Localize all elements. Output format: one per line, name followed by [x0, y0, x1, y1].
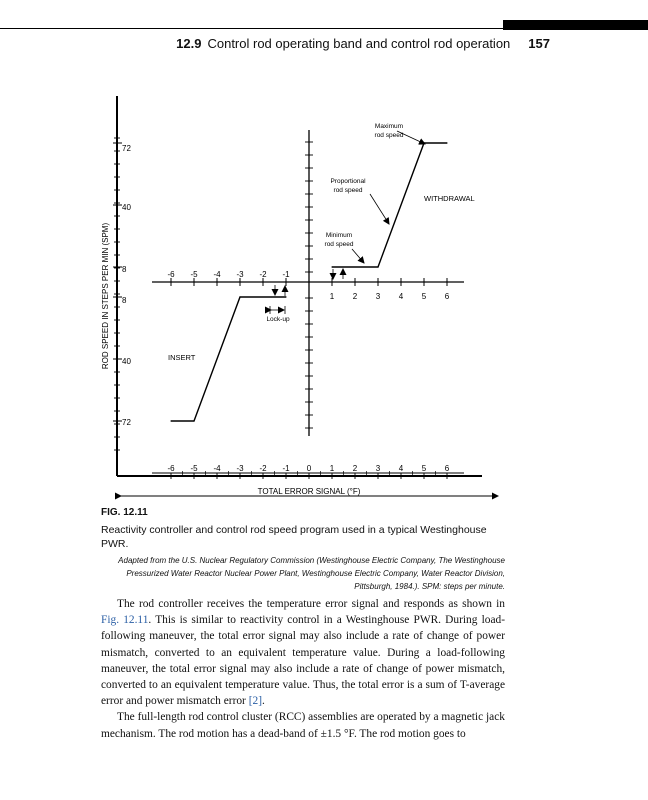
rod-speed-program-figure: [0, 80, 648, 510]
y-tick-labels: [122, 144, 131, 427]
x-tick-label: 3: [375, 464, 381, 473]
y-tick-label: 8: [122, 265, 127, 274]
lockup-label: Lock-up: [266, 316, 290, 323]
x-tick-label: 6: [444, 464, 450, 473]
lockup-bracket: [270, 306, 285, 314]
figure-label: FIG. 12.11: [101, 507, 148, 518]
maximum-speed-label-line2: rod speed: [374, 132, 404, 139]
x-tick-label: -5: [190, 270, 198, 279]
y-axis-title: ROD SPEED IN STEPS PER MIN (SPM): [101, 222, 110, 370]
inner-x-tick-labels-negative: [167, 270, 290, 279]
inner-x-tick-labels-positive: [330, 292, 450, 301]
insert-region-label: INSERT: [168, 353, 196, 362]
x-tick-label: 2: [352, 464, 358, 473]
figure-caption: [101, 507, 505, 593]
figure-source-note: [101, 554, 505, 593]
x-tick-label: 5: [421, 292, 427, 301]
x-tick-label: 1: [329, 292, 335, 301]
minimum-speed-label-line2: rod speed: [324, 241, 354, 248]
withdrawal-series-line: [332, 143, 447, 267]
proportional-speed-label-line2: rod speed: [333, 187, 363, 194]
page-number: 157: [528, 36, 550, 51]
header-thick-bar: [503, 20, 648, 30]
x-tick-label: 2: [352, 292, 358, 301]
withdrawal-region-label: WITHDRAWAL: [424, 194, 475, 203]
x-tick-label: -1: [282, 464, 290, 473]
bottom-x-tick-labels: [167, 464, 449, 473]
x-tick-label: -3: [236, 270, 244, 279]
series-point: [446, 142, 447, 143]
series-point: [285, 296, 286, 297]
minimum-speed-label-line1: Minimum: [325, 232, 353, 239]
x-tick-label: 0: [306, 464, 312, 473]
x-tick-label: -2: [259, 270, 267, 279]
section-title: Control rod operating band and control rod operation: [207, 36, 511, 51]
x-tick-label: -3: [236, 464, 244, 473]
x-tick-label: -6: [167, 464, 175, 473]
body-text: [101, 596, 505, 742]
x-tick-label: -2: [259, 464, 267, 473]
proportional-speed-arrow: [370, 194, 389, 224]
series-point: [331, 266, 332, 267]
x-tick-label: 3: [375, 292, 381, 301]
paragraph: The rod controller receives the temperature error signal and responds as shown in Fig. 12.11. This is similar to reactivity control in a Westinghouse PWR. During load-following maneuver, the total error signal may also include a rate of change of power mismatch, converted to an equivalent temperature value. During a load-following maneuver, the total error signal may also include a rate of change of power mismatch, converted to an equivalent temperature value. Thus, the total error is a sum of T-average error and power mismatch error [2].: [101, 598, 505, 708]
source-line: Pittsburgh, 1984.). SPM: steps per minute.: [354, 582, 505, 591]
paragraph: The full-length rod control cluster (RCC) assemblies are operated by a magnetic jack mechanism. The rod motion has a dead-band of ±1.5 °F. The rod motion goes to: [101, 711, 505, 740]
source-line: Adapted from the U.S. Nuclear Regulatory Commission (Westinghouse Electric Company, The Westinghouse: [118, 556, 505, 565]
series-point: [193, 420, 194, 421]
running-header: [150, 36, 550, 51]
y-tick-label: 40: [122, 357, 131, 366]
x-tick-label: -1: [282, 270, 290, 279]
x-tick-label: 6: [444, 292, 450, 301]
x-tick-label: -6: [167, 270, 175, 279]
header-thin-rule: [0, 28, 503, 29]
maximum-speed-label-line1: Maximum: [374, 123, 404, 130]
page-top-rule: [0, 0, 648, 30]
y-tick-label: 40: [122, 203, 131, 212]
section-number: 12.9: [176, 36, 202, 51]
x-tick-label: -4: [213, 464, 221, 473]
x-tick-label: 1: [329, 464, 335, 473]
y-tick-label: 72: [122, 144, 131, 153]
x-tick-label: 5: [421, 464, 427, 473]
x-tick-label: 4: [398, 292, 404, 301]
source-line: Pressurized Water Reactor Nuclear Power Plant, Westinghouse Electric Company, Water Reactor Division,: [126, 569, 505, 578]
x-axis-title: TOTAL ERROR SIGNAL (°F): [257, 487, 361, 496]
x-tick-label: -4: [213, 270, 221, 279]
figure-link[interactable]: Fig. 12.11: [101, 614, 149, 627]
x-tick-label: 4: [398, 464, 404, 473]
series-point: [239, 296, 240, 297]
series-point: [170, 420, 171, 421]
y-tick-label: 8: [122, 296, 127, 305]
figure-caption-text: Reactivity controller and control rod speed program used in a typical Westinghouse PWR.: [101, 524, 487, 550]
proportional-speed-label-line1: Proportional: [330, 178, 366, 185]
x-tick-label: -5: [190, 464, 198, 473]
series-point: [377, 266, 378, 267]
minimum-speed-arrow: [352, 249, 364, 263]
y-tick-label: 72: [122, 418, 131, 427]
citation-link[interactable]: [2]: [248, 695, 262, 708]
